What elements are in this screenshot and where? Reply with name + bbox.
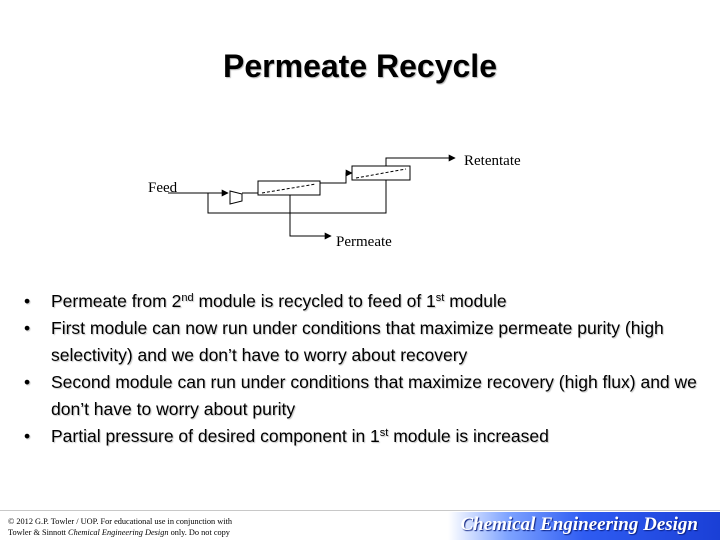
slide-title: Permeate Recycle (223, 48, 497, 84)
footer-divider (0, 510, 720, 511)
bullet-dot: • (24, 372, 31, 392)
bullet-dot: • (24, 426, 31, 446)
bullet-item: • First module can now run under conditions that maximize permeate purity (high selectivity) and we don’t have to worry about recovery (24, 315, 704, 369)
footer-brand: Chemical Engineering Design (460, 514, 698, 535)
footer-copyright: © 2012 G.P. Towler / UOP. For educational use in conjunction with Towler & Sinnott Chemical Engineering Design only. Do not copy (8, 517, 233, 537)
retentate-label: Retentate (464, 153, 521, 169)
module-1 (258, 181, 320, 195)
bullet-item: • Partial pressure of desired component in 1st module is increased (24, 423, 704, 450)
bullet-item: • Permeate from 2nd module is recycled to feed of 1st module (24, 288, 704, 315)
interstage-line (320, 173, 352, 183)
compressor-icon (230, 191, 242, 204)
feed-label: Feed (148, 180, 178, 196)
bullet-list (24, 288, 704, 450)
bullet-item: • Second module can run under conditions that maximize recovery (high flux) and we don’t have to worry about purity (24, 369, 704, 423)
bullet-dot: • (24, 318, 31, 338)
permeate-line (290, 195, 331, 236)
bullet-dot: • (24, 291, 31, 311)
retentate-line (386, 158, 455, 166)
permeate-label: Permeate (336, 234, 392, 250)
module-2 (352, 166, 410, 180)
